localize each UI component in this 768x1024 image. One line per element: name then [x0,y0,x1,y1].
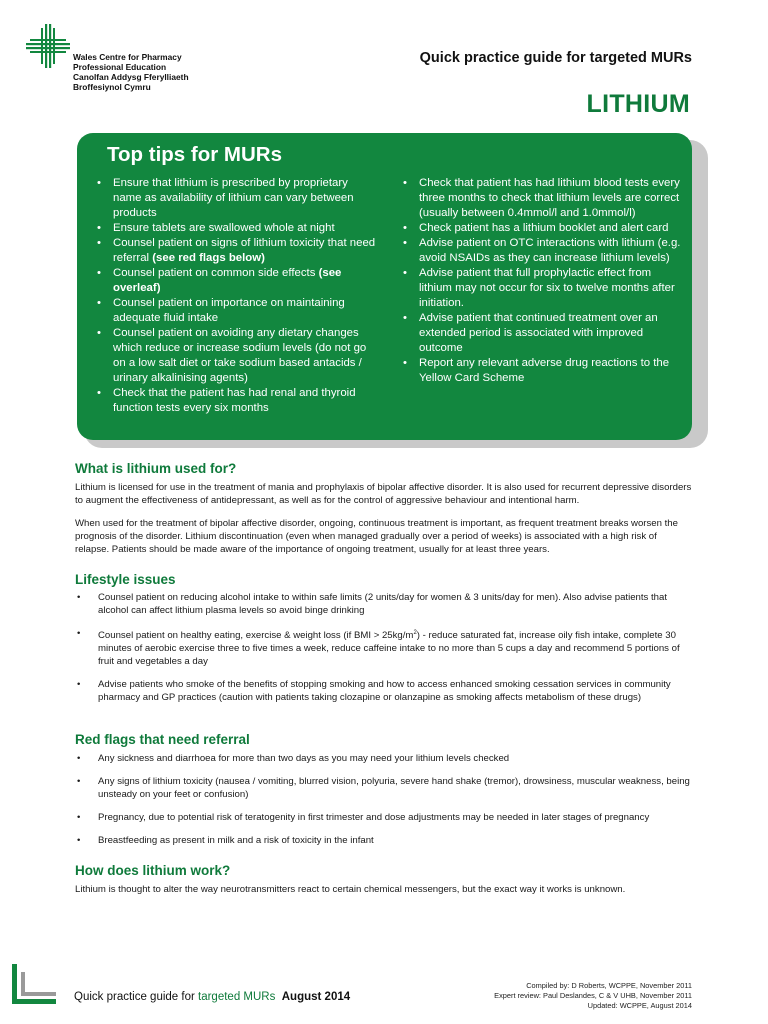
lifestyle-list [75,591,695,704]
list-item: • Counsel patient on importance on maintaining adequate fluid intake [89,296,379,326]
list-item: • Counsel patient on signs of lithium toxicity that need referral (see red flags below) [89,236,379,266]
section-heading-lifestyle: Lifestyle issues [75,572,176,587]
credit-line: Compiled by: D Roberts, WCPPE, November 2011 [526,981,692,990]
tips-left-list [89,176,379,416]
list-item: • Any signs of lithium toxicity (nausea / vomiting, blurred vision, polyuria, severe hand shake (tremor), drowsiness, muscular weakness, being unsteady on your feet or confusion) [75,775,695,801]
list-item: • Ensure that lithium is prescribed by proprietary name as availability of lithium can vary between products [89,176,379,221]
list-item: • Check patient has a lithium booklet and alert card [395,221,687,236]
tips-title: Top tips for MURs [107,143,282,166]
list-item: • Report any relevant adverse drug reactions to the Yellow Card Scheme [395,356,687,386]
wcppe-logo-icon [24,22,72,70]
list-item: • Counsel patient on healthy eating, exercise & weight loss (if BMI > $25kg/m^2$) - reduce saturated fat, increase oily fish intake, complete 30 minutes of aerobic exercise three to five times a week, reduce caffeine intake to no more than 5 cups a day and recommend 5 portions of fruit and vegetables a day [75,627,695,668]
list-item: • Breastfeeding as present in milk and a risk of toxicity in the infant [75,834,695,847]
section-heading-used-for: What is lithium used for? [75,461,237,476]
list-item: • Advise patient that continued treatment over an extended period is associated with improved outcome [395,311,687,356]
list-item: • Pregnancy, due to potential risk of teratogenity in first trimester and dose adjustments may be needed in later stages of pregnancy [75,811,695,824]
paragraph: When used for the treatment of bipolar affective disorder, ongoing, continuous treatment is important, as frequent treatment breaks worsen the prognosis of the disorder. Lithium discontinuation (even when managed gradually over a period of weeks) is associated with a high risk of relapse. Patients should be made aware of the importance of ongoing treatment, usually for at least three years. [75,518,678,555]
credits [494,981,692,1011]
red-flags-list [75,752,695,847]
org-line: Wales Centre for Pharmacy [73,52,182,62]
list-item: • Counsel patient on avoiding any dietary changes which reduce or increase sodium levels (do not go on a low salt diet or take sodium based antacids / urinary alkalinising agents) [89,326,379,386]
tips-right-list [395,176,687,386]
org-line: Broffesiynol Cymru [73,82,151,92]
list-item: • Advise patients who smoke of the benefits of stopping smoking and how to access enhanced smoking cessation services in community pharmacy and GP practices (caution with patients taking clozapine or olanzapine as smoking affects metabolism of these drugs) [75,678,695,704]
credit-line: Expert review: Paul Deslandes, C & V UHB, November 2011 [494,991,692,1000]
page-title: LITHIUM [586,90,690,118]
list-item: • Advise patient on OTC interactions with lithium (e.g. avoid NSAIDs as they can increase lithium levels) [395,236,687,266]
guide-title: Quick practice guide for targeted MURs [419,50,692,66]
list-item: • Any sickness and diarrhoea for more than two days as you may need your lithium levels checked [75,752,695,765]
paragraph: Lithium is thought to alter the way neurotransmitters react to certain chemical messengers, but the exact way it works is unknown. [75,884,626,895]
section-heading-red-flags: Red flags that need referral [75,732,250,747]
list-item: • Advise patient that full prophylactic effect from lithium may not occur for six to twelve months after initiation. [395,266,687,311]
list-item: • Counsel patient on reducing alcohol intake to within safe limits (2 units/day for women & 3 units/day for men). Also advise patients that alcohol can affect lithium plasma levels so avoid binge drinking [75,591,695,617]
list-item: • Ensure tablets are swallowed whole at night [89,221,379,236]
corner-mark-icon [12,964,56,1004]
list-item: • Check that the patient has had renal and thyroid function tests every six months [89,386,379,416]
tips-box [77,133,692,440]
org-line: Professional Education [73,62,167,72]
org-line: Canolfan Addysg Fferylliaeth [73,72,189,82]
section-heading-how-works: How does lithium work? [75,863,231,878]
paragraph: Lithium is licensed for use in the treatment of mania and prophylaxis of bipolar affective disorder. It is also used for recurrent depressive disorders to augment the effectiveness of antidepressant, as well as for the control of aggressive behaviour and intentional harm. [75,482,692,506]
footer-guide-label: Quick practice guide for targeted MURs August 2014 [74,991,351,1003]
list-item: • Counsel patient on common side effects (see overleaf) [89,266,379,296]
credit-line: Updated: WCPPE, August 2014 [587,1001,692,1010]
org-name [73,52,189,92]
list-item: • Check that patient has had lithium blood tests every three months to check that lithium levels are correct (usually between 0.4mmol/l and 1.0mmol/l) [395,176,687,221]
